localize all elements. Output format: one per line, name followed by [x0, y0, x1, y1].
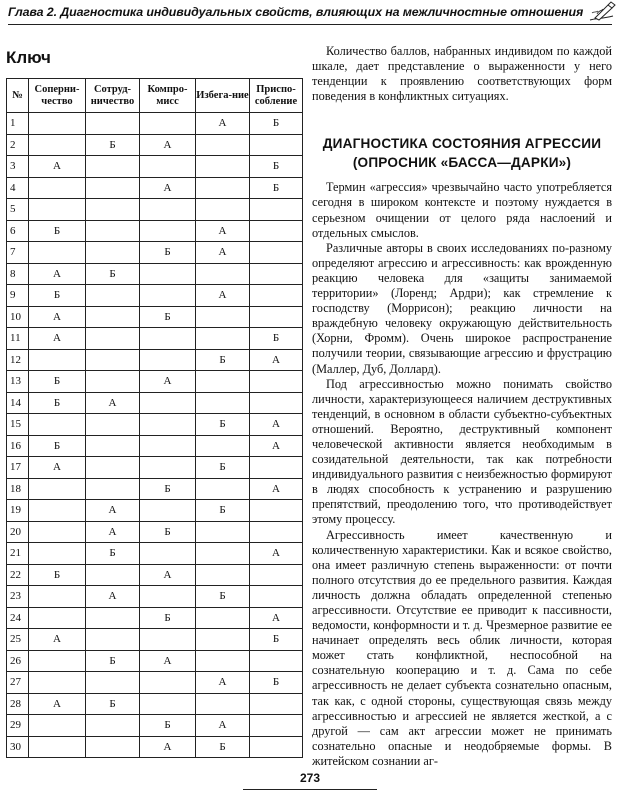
column-header-number: № [7, 79, 29, 113]
table-row [7, 736, 303, 758]
row-number-cell: 29 [7, 715, 29, 737]
running-header-text [8, 5, 583, 19]
running-header [0, 0, 620, 26]
table-cell: А [250, 435, 303, 457]
row-number-cell: 24 [7, 607, 29, 629]
table-cell: А [140, 650, 196, 672]
table-cell: Б [86, 134, 140, 156]
table-row [7, 306, 303, 328]
row-number-cell: 14 [7, 392, 29, 414]
table-cell: Б [86, 263, 140, 285]
table-cell [140, 392, 196, 414]
table-cell: Б [29, 285, 86, 307]
table-cell: Б [250, 328, 303, 350]
table-cell [29, 672, 86, 694]
table-cell: Б [86, 693, 140, 715]
row-number-cell: 6 [7, 220, 29, 242]
table-cell [196, 199, 250, 221]
table-cell: А [140, 134, 196, 156]
table-cell [196, 177, 250, 199]
table-cell: А [86, 392, 140, 414]
table-cell: А [196, 715, 250, 737]
section-title-line-1: ДИАГНОСТИКА СОСТОЯНИЯ АГРЕССИИ [322, 136, 602, 152]
table-cell [196, 435, 250, 457]
table-cell [250, 715, 303, 737]
table-cell [86, 414, 140, 436]
table-cell [140, 263, 196, 285]
row-number-cell: 23 [7, 586, 29, 608]
table-row [7, 693, 303, 715]
table-cell [86, 564, 140, 586]
chapter-title: Диагностика индивидуальных свойств, влияющих на межличностные отношения [60, 5, 584, 19]
table-cell [250, 263, 303, 285]
table-cell [140, 629, 196, 651]
table-cell: Б [250, 113, 303, 135]
table-row [7, 134, 303, 156]
table-cell [140, 285, 196, 307]
table-cell [29, 478, 86, 500]
table-row [7, 521, 303, 543]
row-number-cell: 1 [7, 113, 29, 135]
table-cell: Б [196, 349, 250, 371]
table-row [7, 672, 303, 694]
table-cell: Б [196, 736, 250, 758]
table-cell: Б [196, 500, 250, 522]
table-cell [196, 607, 250, 629]
main-text-column [312, 44, 612, 769]
table-cell [140, 457, 196, 479]
row-number-cell: 26 [7, 650, 29, 672]
table-cell: Б [196, 457, 250, 479]
body-paragraph: Под агрессивностью можно понимать свойство личности, характеризующееся наличием деструктивных тенденций, в основном в области субъектно-субъектных отношений. Вероятно, деструктивный компонент человеческой активности является необходимым в созидательной деятельности, так как потребности индивидуального развития с неизбежностью формируют в людях способность к устранению и разрушению препятствий, преодолению того, что противодействует этому процессу. [312, 376, 612, 527]
row-number-cell: 16 [7, 435, 29, 457]
section-title [312, 134, 612, 172]
table-cell: Б [86, 543, 140, 565]
table-row [7, 564, 303, 586]
table-cell [250, 586, 303, 608]
table-cell [86, 629, 140, 651]
key-table-header [7, 79, 303, 113]
table-cell: Б [250, 672, 303, 694]
table-cell [29, 113, 86, 135]
table-cell: Б [140, 242, 196, 264]
column-header: Соперни-чество [29, 79, 86, 113]
table-row [7, 586, 303, 608]
table-cell: Б [140, 715, 196, 737]
row-number-cell: 28 [7, 693, 29, 715]
table-cell [86, 328, 140, 350]
column-header: Приспо-собление [250, 79, 303, 113]
table-cell: А [29, 693, 86, 715]
table-cell [29, 199, 86, 221]
table-row [7, 349, 303, 371]
row-number-cell: 30 [7, 736, 29, 758]
table-cell: А [196, 113, 250, 135]
table-cell: А [29, 156, 86, 178]
table-cell [250, 285, 303, 307]
table-cell [250, 500, 303, 522]
table-cell: А [86, 500, 140, 522]
table-cell [29, 715, 86, 737]
table-row [7, 285, 303, 307]
table-cell [29, 242, 86, 264]
table-cell: Б [29, 220, 86, 242]
column-header: Компро-мисс [140, 79, 196, 113]
table-cell [140, 543, 196, 565]
table-cell [86, 156, 140, 178]
table-cell [140, 199, 196, 221]
table-row [7, 607, 303, 629]
table-cell [250, 521, 303, 543]
table-cell [250, 650, 303, 672]
table-cell [86, 349, 140, 371]
table-cell: Б [86, 650, 140, 672]
table-row [7, 371, 303, 393]
table-row [7, 650, 303, 672]
table-cell: Б [250, 177, 303, 199]
table-row [7, 435, 303, 457]
table-cell [196, 543, 250, 565]
table-cell [86, 672, 140, 694]
table-row [7, 457, 303, 479]
table-cell [196, 564, 250, 586]
table-cell [86, 435, 140, 457]
body-paragraph: Различные авторы в своих исследованиях по-разному определяют агрессию и агрессивность: как врожденную реакцию человека для «защиты занимаемой территории» (Лоренд; Ардри); как стремление к господству (Моррисон); реакцию личности на враждебную человеку окружающую действительность (Хорни, Фромм). Очень широкое распространение получили теории, связывающие агрессию и фрустрацию (Маллер, Дуб, Доллард). [312, 240, 612, 376]
table-cell: Б [250, 156, 303, 178]
table-row [7, 392, 303, 414]
footer-rule [243, 789, 377, 790]
table-cell [196, 629, 250, 651]
table-cell: А [29, 457, 86, 479]
table-row [7, 113, 303, 135]
row-number-cell: 8 [7, 263, 29, 285]
table-cell: А [29, 263, 86, 285]
row-number-cell: 17 [7, 457, 29, 479]
table-cell [196, 156, 250, 178]
table-cell [250, 242, 303, 264]
table-row [7, 220, 303, 242]
row-number-cell: 7 [7, 242, 29, 264]
table-cell [86, 607, 140, 629]
table-cell [250, 134, 303, 156]
table-cell [250, 306, 303, 328]
key-table [6, 78, 303, 758]
table-cell: А [250, 607, 303, 629]
table-cell: А [140, 371, 196, 393]
table-row [7, 629, 303, 651]
header-rule [8, 24, 612, 25]
table-cell [29, 414, 86, 436]
row-number-cell: 19 [7, 500, 29, 522]
table-row [7, 328, 303, 350]
table-row [7, 715, 303, 737]
table-cell: Б [196, 586, 250, 608]
table-cell [29, 177, 86, 199]
table-row [7, 500, 303, 522]
table-cell [140, 414, 196, 436]
table-cell: А [250, 349, 303, 371]
intro-paragraph: Количество баллов, набранных индивидом по каждой шкале, дает представление о выраженности у него тенденции к проявлению соответствующих форм поведения в конфликтных ситуациях. [312, 44, 612, 104]
table-cell: А [250, 478, 303, 500]
table-cell: Б [140, 607, 196, 629]
table-cell [250, 371, 303, 393]
table-cell [140, 435, 196, 457]
row-number-cell: 11 [7, 328, 29, 350]
table-cell: А [29, 328, 86, 350]
table-row [7, 478, 303, 500]
table-cell: А [29, 306, 86, 328]
table-cell: Б [140, 306, 196, 328]
table-cell [196, 328, 250, 350]
column-header: Сотруд-ничество [86, 79, 140, 113]
table-cell [140, 220, 196, 242]
table-cell: Б [29, 435, 86, 457]
table-cell: А [250, 543, 303, 565]
table-cell [86, 715, 140, 737]
table-cell [250, 736, 303, 758]
table-cell [29, 607, 86, 629]
table-cell: Б [196, 414, 250, 436]
table-cell [250, 220, 303, 242]
column-header: Избега-ние [196, 79, 250, 113]
table-cell [196, 650, 250, 672]
table-cell [86, 113, 140, 135]
table-cell [140, 500, 196, 522]
row-number-cell: 27 [7, 672, 29, 694]
table-cell [250, 199, 303, 221]
table-cell [250, 392, 303, 414]
writing-hand-icon [588, 1, 616, 23]
row-number-cell: 13 [7, 371, 29, 393]
table-cell [250, 693, 303, 715]
table-cell: А [196, 220, 250, 242]
table-cell: Б [29, 564, 86, 586]
row-number-cell: 25 [7, 629, 29, 651]
row-number-cell: 5 [7, 199, 29, 221]
table-cell [196, 521, 250, 543]
table-cell [86, 220, 140, 242]
table-cell [29, 543, 86, 565]
row-number-cell: 9 [7, 285, 29, 307]
table-cell [140, 586, 196, 608]
table-cell [140, 349, 196, 371]
table-cell [196, 371, 250, 393]
table-cell: Б [140, 478, 196, 500]
table-cell: А [196, 242, 250, 264]
table-cell [140, 672, 196, 694]
table-cell [29, 134, 86, 156]
table-row [7, 156, 303, 178]
row-number-cell: 22 [7, 564, 29, 586]
table-cell: А [196, 285, 250, 307]
table-cell [29, 349, 86, 371]
table-cell [86, 457, 140, 479]
table-cell: А [250, 414, 303, 436]
table-row [7, 543, 303, 565]
row-number-cell: 12 [7, 349, 29, 371]
table-cell [196, 693, 250, 715]
table-cell [29, 521, 86, 543]
table-row [7, 414, 303, 436]
row-number-cell: 20 [7, 521, 29, 543]
table-cell [140, 693, 196, 715]
table-cell [86, 199, 140, 221]
table-cell [86, 177, 140, 199]
table-cell [196, 134, 250, 156]
table-cell [250, 457, 303, 479]
body-paragraph: Термин «агрессия» чрезвычайно часто употребляется сегодня в широком контексте и поэтому нуждается в серьезном очищении от целого ряда наслоений и отдельных смыслов. [312, 180, 612, 240]
table-cell [196, 478, 250, 500]
row-number-cell: 3 [7, 156, 29, 178]
table-cell [86, 306, 140, 328]
table-cell: А [29, 629, 86, 651]
table-cell: А [86, 521, 140, 543]
table-cell [86, 478, 140, 500]
key-title: Ключ [6, 48, 51, 67]
table-cell [29, 500, 86, 522]
table-cell [196, 263, 250, 285]
table-row [7, 263, 303, 285]
table-cell [29, 650, 86, 672]
table-row [7, 199, 303, 221]
table-cell [86, 242, 140, 264]
table-cell [140, 328, 196, 350]
table-cell: А [86, 586, 140, 608]
table-cell [140, 113, 196, 135]
page-number: 273 [299, 771, 321, 785]
table-cell [29, 736, 86, 758]
table-cell [250, 564, 303, 586]
table-row [7, 242, 303, 264]
row-number-cell: 15 [7, 414, 29, 436]
row-number-cell: 10 [7, 306, 29, 328]
table-cell: А [140, 736, 196, 758]
chapter-label: Глава 2. [8, 5, 57, 19]
table-cell: Б [250, 629, 303, 651]
table-cell [86, 736, 140, 758]
section-title-line-2: (ОПРОСНИК «БАССА—ДАРКИ») [352, 155, 572, 171]
table-cell: Б [140, 521, 196, 543]
table-cell: А [140, 177, 196, 199]
row-number-cell: 2 [7, 134, 29, 156]
row-number-cell: 21 [7, 543, 29, 565]
table-cell [29, 586, 86, 608]
table-cell [196, 392, 250, 414]
table-cell: А [140, 564, 196, 586]
table-row [7, 177, 303, 199]
table-cell [86, 285, 140, 307]
table-cell [196, 306, 250, 328]
table-cell: Б [29, 371, 86, 393]
row-number-cell: 4 [7, 177, 29, 199]
table-cell [86, 371, 140, 393]
row-number-cell: 18 [7, 478, 29, 500]
table-cell: Б [29, 392, 86, 414]
body-paragraph: Агрессивность имеет качественную и количественную характеристики. Как и всякое свойство, она имеет различную степень выраженности: от почти полного отсутствия до ее предельного развития. Каждая личность должна обладать определенной степенью агрессивности. Отсутствие ее приводит к пассивности, ведомости, конформности и т. д. Чрезмерное развитие ее начинает определять весь облик личности, которая может стать конфликтной, неспособной на сознательную кооперацию и т. д. Сама по себе агрессивность не делает субъекта сознательно опасным, так как, с одной стороны, существующая связь между агрессивностью и агрессией не является жесткой, а с другой — сам акт агрессии может не принимать сознательно опасные и неодобряемые формы. В житейском сознании аг- [312, 527, 612, 768]
table-cell: А [196, 672, 250, 694]
table-cell [140, 156, 196, 178]
